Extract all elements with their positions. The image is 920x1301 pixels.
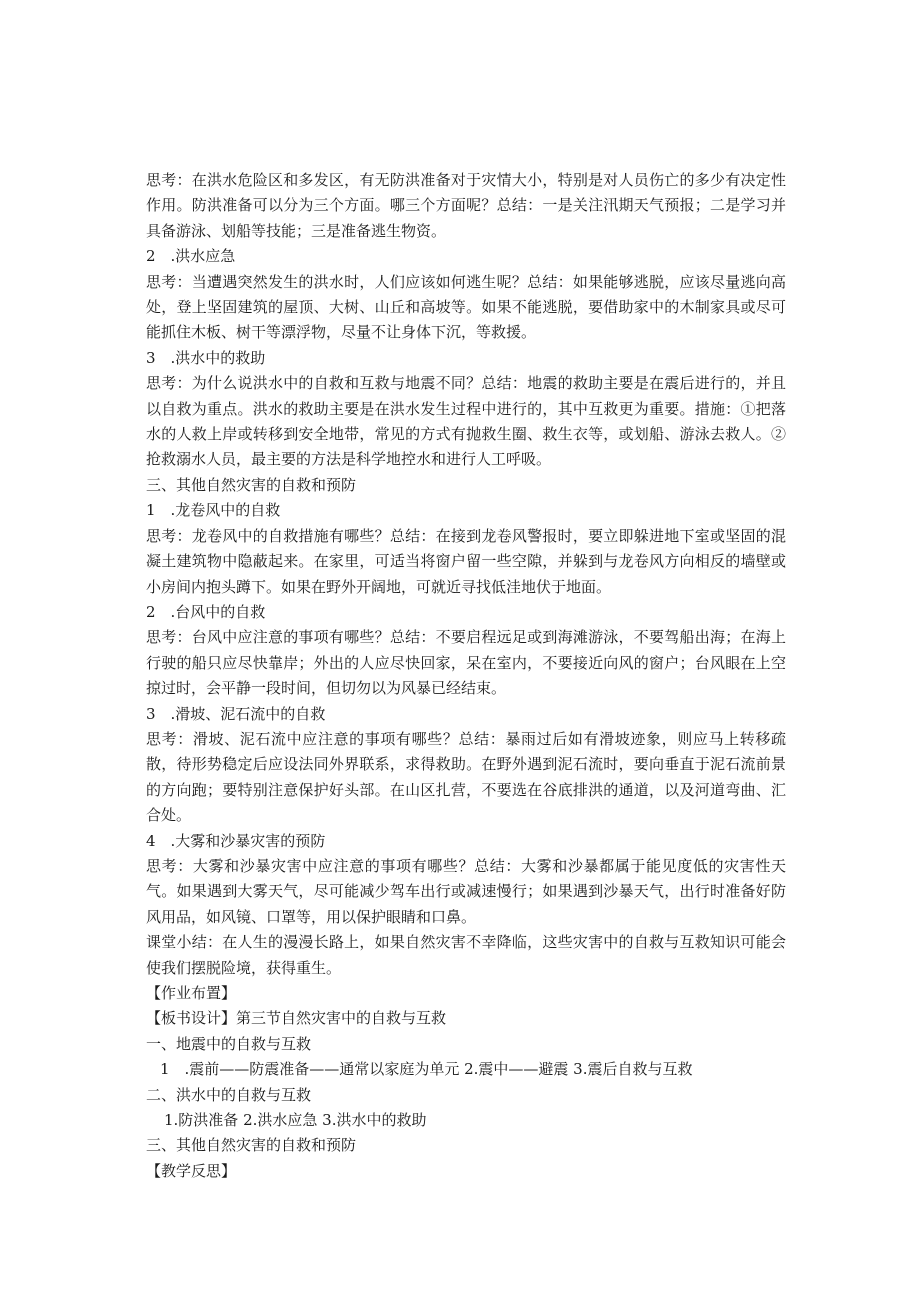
class-summary: 课堂小结：在人生的漫漫长路上，如果自然灾害不幸降临，这些灾害中的自救与互救知识可能会使我们摆脱险境，获得重生。 xyxy=(146,933,786,977)
flood-heading-3: 3 .洪水中的救助 xyxy=(146,348,266,367)
board-section-3: 三、其他自然灾害的自救和预防 xyxy=(146,1136,357,1155)
board-design-title: 【板书设计】第三节自然灾害中的自救与互救 xyxy=(146,1009,447,1028)
flood-heading-2: 2 .洪水应急 xyxy=(146,247,236,266)
typhoon-think: 思考：台风中应注意的事项有哪些？总结：不要启程远足或到海滩游泳，不要驾船出海；在海上行驶的船只应尽快靠岸；外出的人应尽快回家，呆在室内，不要接近向风的窗户；台风眼在上空掠过时，会平静一段时间，但切勿以为风暴已经结束。 xyxy=(146,628,786,698)
flood-rescue-think: 思考：为什么说洪水中的自救和互救与地震不同？总结：地震的救助主要是在震后进行的，并且以自救为重点。洪水的救助主要是在洪水发生过程中进行的，其中互救更为重要。措施：①把落水的人救上岸或转移到安全地带，常见的方式有抛救生圈、救生衣等，或划船、游泳去救人。②抢救溺水人员，最主要的方法是科学地控水和进行人工呼吸。 xyxy=(146,374,786,469)
landslide-think: 思考：滑坡、泥石流中应注意的事项有哪些？总结：暴雨过后如有滑坡迹象，则应马上转移疏散，待形势稳定后应设法同外界联系，求得救助。在野外遇到泥石流时，要向垂直于泥石流前景的方向跑；要特别注意保护好头部。在山区扎营，不要选在谷底排洪的通道，以及河道弯曲、汇合处。 xyxy=(146,729,786,825)
board-section-1: 一、地震中的自救与互救 xyxy=(146,1034,312,1053)
landslide-heading: 3 .滑坡、泥石流中的自救 xyxy=(146,704,326,723)
tornado-heading: 1 .龙卷风中的自救 xyxy=(146,501,281,520)
section-other-title: 三、其他自然灾害的自救和预防 xyxy=(146,475,357,494)
fog-sandstorm-heading: 4 .大雾和沙暴灾害的预防 xyxy=(146,831,326,850)
fog-sandstorm-think: 思考：大雾和沙暴灾害中应注意的事项有哪些？总结：大雾和沙暴都属于能见度低的灾害性天气。如果遇到大雾天气，尽可能减少驾车出行或减速慢行；如果遇到沙暴天气，出行时准备好防风用品，如风镜、口罩等，用以保护眼睛和口鼻。 xyxy=(146,856,786,926)
tornado-think: 思考：龙卷风中的自救措施有哪些？总结：在接到龙卷风警报时，要立即躲进地下室或坚固的混凝土建筑物中隐蔽起来。在家里，可适当将窗户留一些空隙，并躲到与龙卷风方向相反的墙壁或小房间内抱头蹲下。如果在野外开阔地，可就近寻找低洼地伏于地面。 xyxy=(146,526,786,596)
reflection-heading: 【教学反思】 xyxy=(146,1161,237,1180)
flood-prepare-think: 思考：在洪水危险区和多发区，有无防洪准备对于灾情大小，特别是对人员伤亡的多少有决定性作用。防洪准备可以分为三个方面。哪三个方面呢？总结：一是关注汛期天气预报；二是学习并具备游泳、划船等技能；三是准备逃生物资。 xyxy=(146,171,786,240)
board-section-2: 二、洪水中的自救与互救 xyxy=(146,1085,312,1104)
flood-emergency-think: 思考：当遭遇突然发生的洪水时，人们应该如何逃生呢？总结：如果能够逃脱，应该尽量逃向高处，登上坚固建筑的屋顶、大树、山丘和高坡等。如果不能逃脱，要借助家中的木制家具或尽可能抓住木板、树干等漂浮物，尽量不让身体下沉，等救援。 xyxy=(146,272,786,342)
board-section-1-items: 1 .震前——防震准备——通常以家庭为单元 2.震中——避震 3.震后自救与互救 xyxy=(160,1060,693,1079)
board-section-2-items: 1.防洪准备 2.洪水应急 3.洪水中的救助 xyxy=(164,1111,427,1130)
typhoon-heading: 2 .台风中的自救 xyxy=(146,602,266,621)
document-page xyxy=(146,168,786,1184)
homework-heading: 【作业布置】 xyxy=(146,984,237,1002)
